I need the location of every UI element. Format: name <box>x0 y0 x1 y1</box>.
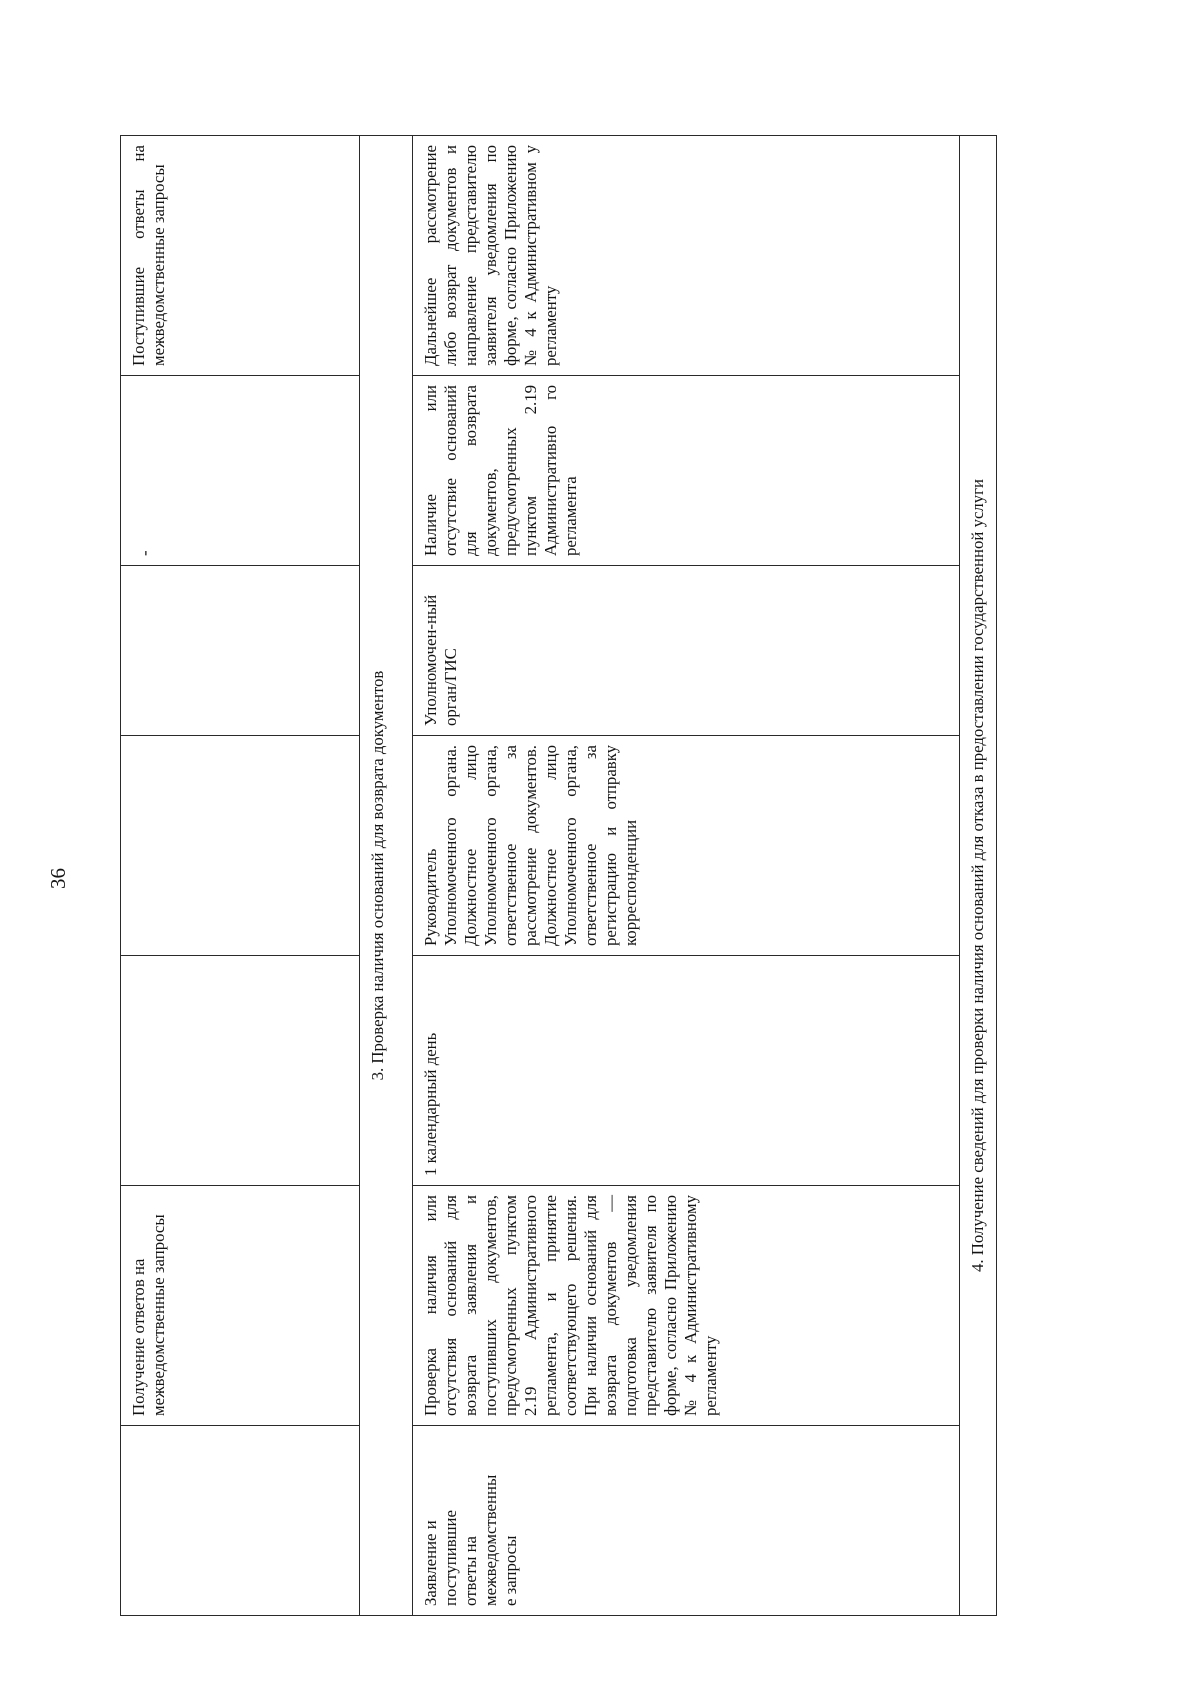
section-3-heading: 3. Проверка наличия оснований для возврата документов <box>360 136 413 1616</box>
cell-step-result: Дальнейшее рассмотрение либо возврат документов и направление представителю заявителя уведомления по форме, согласно Приложению № 4 к Административном у регламенту <box>413 136 960 376</box>
table-row-step-3 <box>413 136 960 1616</box>
input-line: Заявление и <box>421 1520 440 1606</box>
page-number: 36 <box>46 868 70 889</box>
cell-step-place: Уполномочен-ный орган/ГИС <box>413 566 960 736</box>
cell-previous-next-input: Поступившие ответы на межведомственные запросы <box>121 136 360 376</box>
cell-step-responsible: Руководитель Уполномоченного органа. Должностное лицо Уполномоченного органа, ответственное за рассмотрение документов. Должностное лицо Уполномоченного органа, ответственное за регистрацию и отправку корреспонденции <box>413 736 960 956</box>
cell-step-duration: 1 календарный день <box>413 956 960 1186</box>
table-row-previous-step <box>121 136 360 1616</box>
cell-previous-responsible <box>121 736 360 956</box>
rotated-page-content <box>90 94 1170 1654</box>
cell-previous-duration <box>121 956 360 1186</box>
procedure-table <box>120 135 997 1616</box>
cell-previous-criteria <box>121 376 360 566</box>
table-row-section-4 <box>960 136 997 1616</box>
cell-previous-input <box>121 1426 360 1616</box>
input-line: межведомственны <box>481 1474 500 1606</box>
table-row-section-3 <box>360 136 413 1616</box>
empty-mark: - <box>135 550 154 556</box>
cell-step-action: Проверка наличия или отсутствия оснований для возврата заявления и поступивших документов, предусмотренных пунктом 2.19 Административного регламента, и принятие соответствующего решения. При наличии оснований для возврата документов — подготовка уведомления представителю заявителя по форме, согласно Приложению № 4 к Административному регламенту <box>413 1186 960 1426</box>
cell-previous-place <box>121 566 360 736</box>
input-line: ответы на <box>461 1535 480 1606</box>
cell-previous-result: Получение ответов на межведомственные запросы <box>121 1186 360 1426</box>
section-4-heading: 4. Получение сведений для проверки наличия оснований для отказа в предоставлении государственной услуги <box>960 136 997 1616</box>
input-line: е запросы <box>501 1535 520 1606</box>
cell-step-input <box>413 1426 960 1616</box>
cell-step-criteria: Наличие или отсутствие оснований для возврата документов, предусмотренных пунктом 2.19 Административно го регламента <box>413 376 960 566</box>
input-line: поступившие <box>441 1510 460 1606</box>
